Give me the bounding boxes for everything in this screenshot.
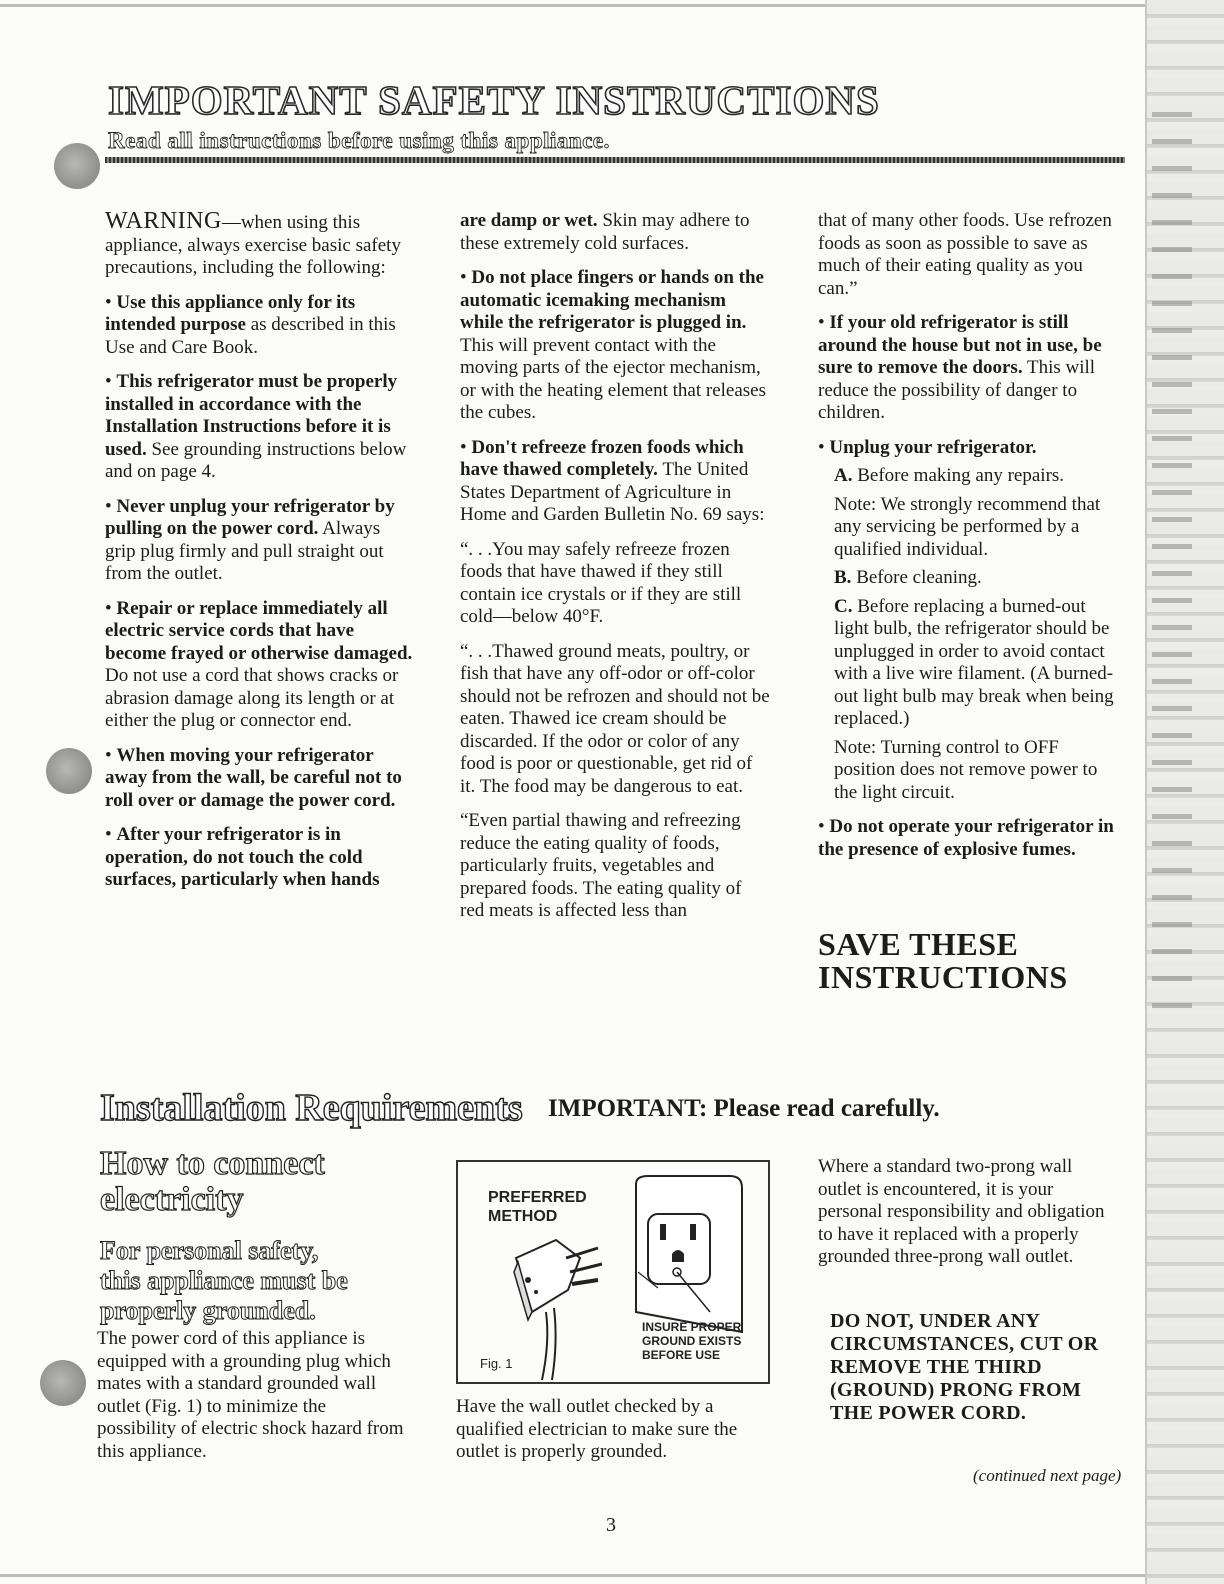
page-title: IMPORTANT SAFETY INSTRUCTIONS — [108, 77, 880, 123]
connect-heading — [100, 1146, 325, 1218]
outlet-slot-icon — [660, 1224, 666, 1240]
safety-item-text: Do not use a cord that shows cracks or abrasion damage along its length or at either the plug or connector end. — [105, 665, 399, 731]
safety-item-text: The United States Department of Agriculture in Home and Garden Bulletin No. 69 says: — [460, 459, 765, 525]
preferred-label-line: METHOD — [488, 1208, 558, 1225]
safety-item: • Unplug your refrigerator. — [818, 436, 1037, 458]
safety-item-bold: After your refrigerator is in operation, do not touch the cold surfaces, particularly when hands — [105, 824, 380, 890]
safety-item: • After your refrigerator is in operation, do not touch the cold surfaces, particularly when hands — [105, 824, 380, 890]
bottom-scan-line — [0, 1574, 1145, 1577]
figure-1 — [456, 1160, 770, 1384]
continued-text: Skin may adhere to these extremely cold surfaces. — [460, 210, 750, 254]
page-edge-marks — [1152, 90, 1192, 1030]
header-rule — [105, 157, 1125, 163]
safety-item-bold: Do not operate your refrigerator in the presence of explosive fumes. — [818, 816, 1114, 860]
column-2 — [460, 210, 770, 935]
safety-item: • Don't refreeze frozen foods which have thawed completely. The United States Department of Agriculture in Home and Garden Bulletin No. 69 says: — [460, 436, 765, 525]
safety-item: • If your old refrigerator is still around the house but not in use, be sure to remove the doors. This will reduce the possibility of danger to children. — [818, 312, 1102, 423]
insure-label-line: GROUND EXISTS — [642, 1334, 742, 1348]
sub-item-text: Before making any repairs. — [852, 465, 1065, 486]
safety-item-bold: Repair or replace immediately all electric service cords that have become frayed or otherwise damaged. — [105, 597, 413, 664]
quote-paragraph: “. . .You may safely refreeze frozen foods that have thawed if they still contain ice crystals or if they are still cold—below 40°F. — [460, 538, 742, 627]
continued-bold: are damp or wet. — [460, 210, 598, 231]
quote-paragraph: “. . .Thawed ground meats, poultry, or fish that have any off-odor or off-color should not be refrozen and should not be eaten. Thawed ice cream should be discarded. If the odor or color of any food is poor or questionable, get rid of it. The food may be dangerous to eat. — [460, 640, 770, 797]
continued-paragraph: that of many other foods. Use refrozen foods as soon as possible to save as much of their eating quality as you can.” — [818, 210, 1112, 299]
safety-item: • Never unplug your refrigerator by pulling on the power cord. Always grip plug firmly and pull straight out from the outlet. — [105, 495, 395, 584]
save-line-1: SAVE THESE — [818, 926, 1019, 962]
safety-item-bold: This refrigerator must be properly installed in accordance with the Installation Instructions before it is used. — [105, 371, 398, 460]
safety-item-bold: Don't refreeze frozen foods which have thawed completely. — [460, 436, 744, 480]
grounding-heading-line: properly grounded. — [100, 1296, 316, 1325]
safety-item: • Use this appliance only for its intended purpose as described in this Use and Care Book. — [105, 291, 396, 358]
grounding-heading-line: For personal safety, — [100, 1236, 319, 1265]
continued-note: (continued next page) — [973, 1466, 1122, 1485]
ground-prong-icon — [572, 1280, 598, 1284]
safety-item-bold: Use this appliance only for its intended purpose — [105, 291, 356, 335]
insure-label-line: INSURE PROPER — [642, 1320, 742, 1334]
sub-item-b — [818, 567, 1118, 590]
outlet-slot-icon — [690, 1224, 696, 1240]
connect-heading-line: electricity — [100, 1181, 244, 1218]
safety-item: • Do not place fingers or hands on the automatic icemaking mechanism while the refrigerator is plugged in. This will prevent contact with the moving parts of the ejector mechanism, or with the heating element that releases the cubes. — [460, 267, 766, 423]
note-paragraph: Note: We strongly recommend that any servicing be performed by a qualified individual. — [834, 493, 1101, 560]
quote-paragraph: “Even partial thawing and refreezing reduce the eating quality of foods, particularly fruits, vegetables and prepared foods. The eating quality of red meats is affected less than — [460, 810, 742, 921]
safety-item-bold: Unplug your refrigerator. — [829, 436, 1037, 458]
safety-item-bold: Never unplug your refrigerator by pulling on the power cord. — [105, 495, 395, 539]
grounding-body: The power cord of this appliance is equipped with a grounding plug which mates with a standard grounded wall outlet (Fig. 1) to minimize the possibility of electric shock hazard from this appliance. — [97, 1328, 404, 1462]
plug-dot-icon — [525, 1277, 531, 1283]
connect-heading-line: How to connect — [100, 1145, 325, 1182]
safety-item-text: This will reduce the possibility of danger to children. — [818, 357, 1096, 423]
preferred-label-line: PREFERRED — [488, 1189, 587, 1206]
column-3 — [818, 210, 1118, 873]
safety-item-text: as described in this Use and Care Book. — [105, 314, 396, 358]
top-scan-line — [0, 4, 1145, 7]
safety-item: • Do not operate your refrigerator in the presence of explosive fumes. — [818, 816, 1114, 860]
do-not-warning: DO NOT, UNDER ANY CIRCUMSTANCES, CUT OR REMOVE THE THIRD (GROUND) PRONG FROM THE POWER CORD. — [830, 1310, 1099, 1424]
plug-dot-icon — [534, 1290, 538, 1294]
warning-text: —when using this appliance, always exercise basic safety precautions, including the following: — [105, 212, 401, 278]
sub-item-label: B. — [834, 567, 852, 588]
binder-hole-icon — [40, 1360, 86, 1406]
binder-hole-icon — [46, 748, 92, 794]
column-1 — [105, 210, 415, 904]
sub-item-label: C. — [834, 595, 853, 617]
save-line-2: INSTRUCTIONS — [818, 959, 1068, 995]
page-number: 3 — [606, 1514, 616, 1536]
installation-title: Installation Requirements — [100, 1087, 523, 1129]
note-paragraph: Note: Turning control to OFF position does not remove power to the light circuit. — [834, 736, 1098, 803]
safety-item-text: This will prevent contact with the moving parts of the ejector mechanism, or with the heating element that releases the cubes. — [460, 334, 766, 423]
safety-item-bold: Do not place fingers or hands on the automatic icemaking mechanism while the refrigerator is plugged in. — [460, 267, 764, 333]
grounding-heading — [100, 1236, 348, 1326]
binder-hole-icon — [54, 143, 100, 189]
power-cord-icon — [552, 1308, 556, 1380]
preferred-method-label — [488, 1188, 587, 1226]
important-notice: IMPORTANT: Please read carefully. — [548, 1095, 940, 1122]
safety-item: • This refrigerator must be properly installed in accordance with the Installation Instructions before it is used. See grounding instructions below and on page 4. — [105, 371, 407, 482]
safety-item-text: See grounding instructions below and on page 4. — [105, 438, 407, 482]
grounding-heading-line: this appliance must be — [100, 1266, 348, 1295]
safety-item: • Repair or replace immediately all electric service cords that have become frayed or otherwise damaged. Do not use a cord that shows cracks or abrasion damage along its length or at either the plug or connector end. — [105, 597, 413, 731]
safety-item-text: Always grip plug firmly and pull straight out from the outlet. — [105, 518, 384, 584]
figure-label: Fig. 1 — [480, 1356, 513, 1371]
insure-ground-label — [642, 1320, 741, 1362]
safety-item-bold: If your old refrigerator is still around the house but not in use, be sure to remove the doors. — [818, 312, 1102, 378]
sub-item-a — [818, 465, 1118, 488]
sub-item-c — [818, 596, 1118, 731]
two-prong-paragraph: Where a standard two-prong wall outlet is encountered, it is your personal responsibility and obligation to have it replaced with a properly grounded three-prong wall outlet. — [818, 1156, 1105, 1267]
insure-label-line: BEFORE USE — [642, 1348, 721, 1362]
sub-item-label: A. — [834, 465, 853, 486]
continued-paragraph — [460, 210, 770, 255]
warning-paragraph — [105, 210, 415, 280]
save-instructions-heading — [818, 928, 1068, 994]
warning-label: WARNING — [105, 208, 222, 234]
safety-item-bold: When moving your refrigerator away from the wall, be careful not to roll over or damage the power cord. — [105, 744, 402, 811]
page-subtitle: Read all instructions before using this appliance. — [108, 128, 610, 153]
sub-item-text: Before replacing a burned-out light bulb, the refrigerator should be unplugged in order to avoid contact with a live wire filament. (A burned-out light bulb may break when being replaced.) — [834, 595, 1114, 729]
sub-item-text: Before cleaning. — [851, 567, 982, 588]
safety-item: • When moving your refrigerator away from the wall, be careful not to roll over or damage the power cord. — [105, 744, 402, 811]
power-cord-icon — [542, 1312, 547, 1380]
figure-caption: Have the wall outlet checked by a qualified electrician to make sure the outlet is properly grounded. — [456, 1396, 738, 1462]
